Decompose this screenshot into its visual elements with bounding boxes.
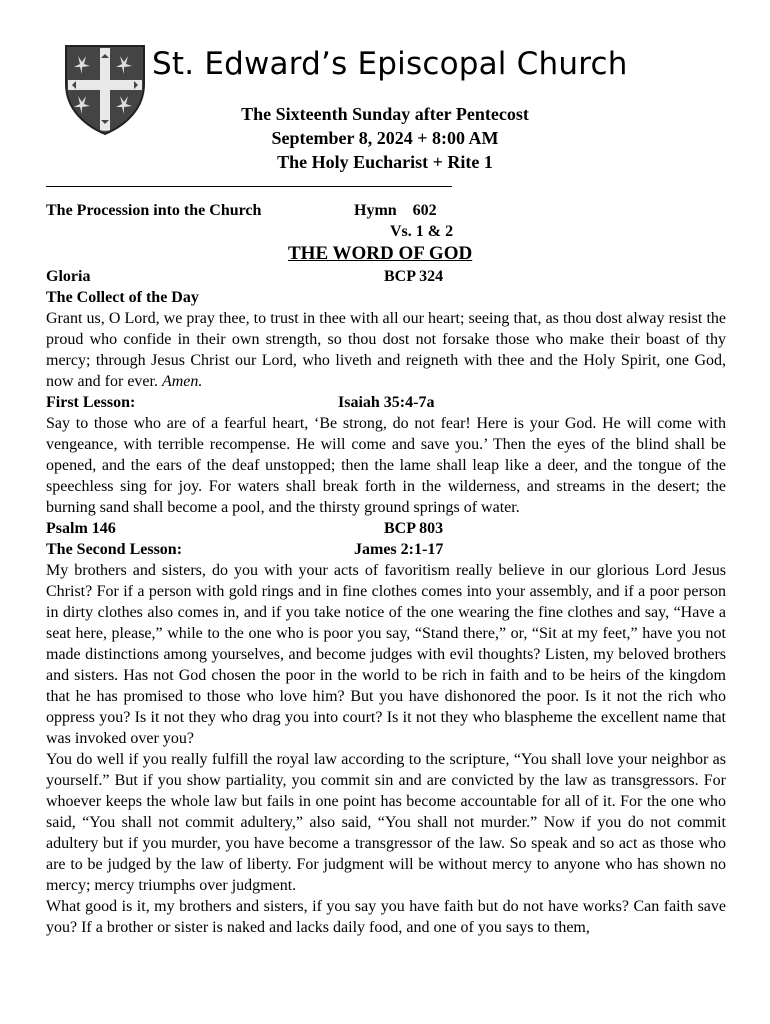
second-lesson-row [46, 539, 726, 560]
second-lesson-para-2: You do well if you really fulfill the royal law according to the scripture, “You shall love your neighbor as yourself.” But if you show partiality, you commit sin and are convicted by the law as transgressors. For whoever keeps the whole law but fails in one point has become accountable for all of it. For the one who said, “You shall not commit adultery,” also said, “You shall not murder.” Now if you do not commit adultery but if you murder, you have become a transgressor of the law. So speak and so act as those who are to be judged by the law of liberty. For judgment will be without mercy to anyone who has shown no mercy; mercy triumphs over judgment. [46, 751, 726, 894]
second-lesson-label: The Second Lesson: [46, 541, 183, 558]
psalm-row [46, 518, 726, 539]
service-rite: The Holy Eucharist + Rite 1 [277, 152, 493, 172]
procession-verses: Vs. 1 & 2 [390, 223, 454, 240]
collect-label: The Collect of the Day [46, 289, 199, 306]
second-lesson-para-3: What good is it, my brothers and sisters, if you say you have faith but do not have works? Can faith save you? If a brother or sister is naked and lacks daily food, and one of you says to them, [46, 898, 726, 936]
gloria-ref: BCP 324 [384, 268, 444, 285]
psalm-label: Psalm 146 [46, 520, 116, 537]
church-name: St. Edward’s Episcopal Church [152, 46, 628, 82]
psalm-ref: BCP 803 [384, 520, 444, 537]
second-lesson-para-1: My brothers and sisters, do you with your acts of favoritism really believe in our glorious Lord Jesus Christ? For if a person with gold rings and in fine clothes comes into your assembly, and if a poor person in dirty clothes also comes in, and if you take notice of the one wearing the fine clothes and say, “Have a seat here, please,” while to the one who is poor you say, “Stand there,” or, “Sit at my feet,” have you not made distinctions among yourselves, and become judges with evil thoughts? Listen, my beloved brothers and sisters. Has not God chosen the poor in the world to be rich in faith and to be heirs of the kingdom that he has promised to those who love him? But you have dishonored the poor. Is it not the rich who oppress you? Is it not they who drag you into court? Is it not they who blaspheme the excellent name that was invoked over you? [46, 562, 726, 747]
gloria-label: Gloria [46, 268, 91, 285]
collect-amen: Amen. [161, 373, 203, 390]
service-title: The Sixteenth Sunday after Pentecost [241, 104, 529, 124]
procession-verses-row [46, 221, 726, 242]
divider [46, 186, 452, 187]
procession-row [46, 200, 726, 221]
first-lesson-row [46, 392, 726, 413]
collect-body: Grant us, O Lord, we pray thee, to trust in thee with all our heart; seeing that, as thou dost alway resist the proud who confide in their own strength, so thou dost not forsake those who make their boast of thy mercy; through Jesus Christ our Lord, who liveth and reigneth with thee and the Holy Spirit, one God, now and for ever. [46, 310, 726, 390]
first-lesson-text: Say to those who are of a fearful heart, ‘Be strong, do not fear! Here is your God. He will come with vengeance, with terrible recompense. He will come and save you.’ Then the eyes of the blind shall be opened, and the ears of the deaf unstopped; then the lame shall leap like a deer, and the tongue of the speechless sing for joy. For waters shall break forth in the wilderness, and streams in the desert; the burning sand shall become a pool, and the thirsty ground springs of water. [46, 415, 726, 516]
section-title: THE WORD OF GOD [288, 243, 473, 264]
gloria-row [46, 266, 726, 287]
bulletin-body [46, 200, 726, 938]
service-date: September 8, 2024 + 8:00 AM [271, 128, 499, 148]
procession-label: The Procession into the Church [46, 202, 262, 219]
collect-row [46, 287, 726, 308]
collect-text [46, 308, 726, 392]
second-lesson-ref: James 2:1-17 [354, 541, 444, 558]
first-lesson-ref: Isaiah 35:4-7a [338, 394, 435, 411]
first-lesson-label: First Lesson: [46, 394, 136, 411]
procession-hymn: Hymn 602 [354, 202, 437, 219]
